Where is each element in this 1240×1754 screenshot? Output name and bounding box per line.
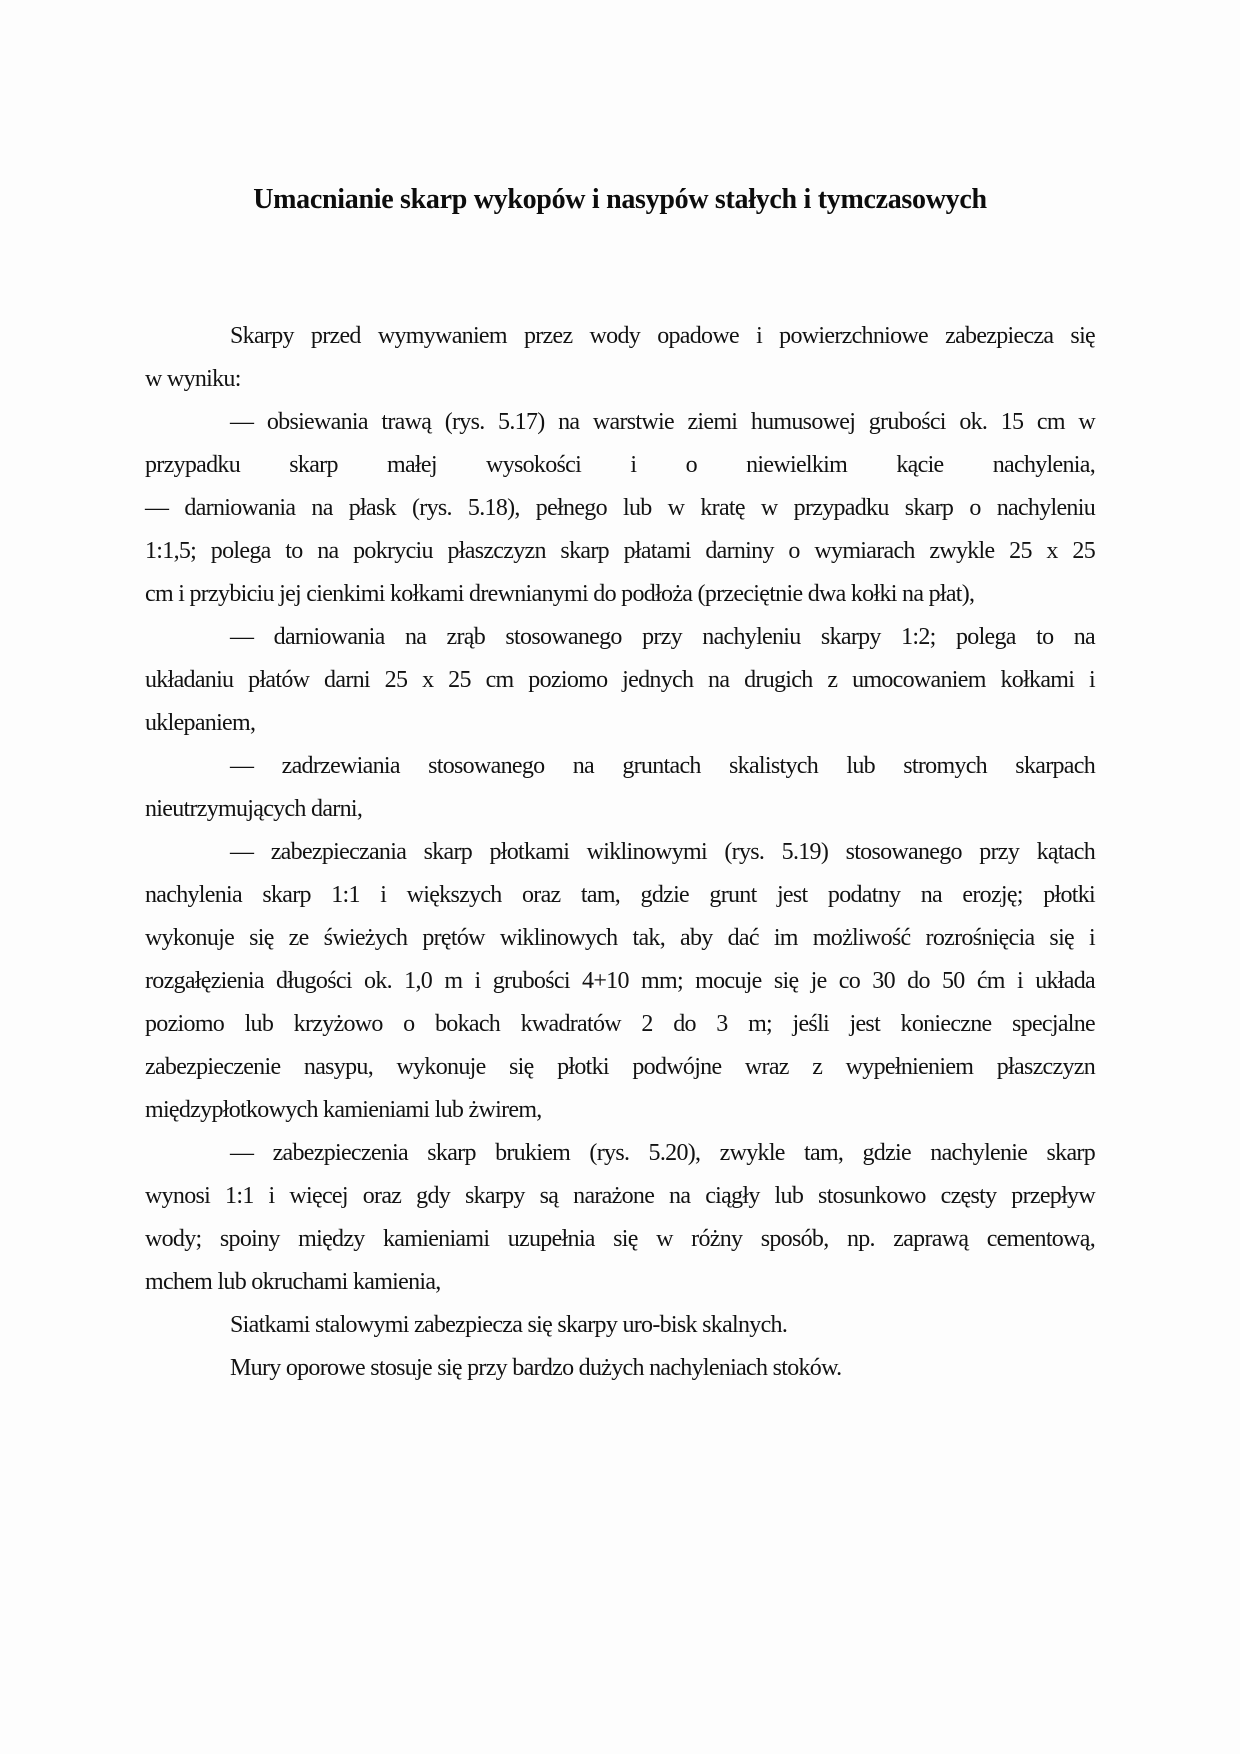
text-line: — zadrzewiania stosowanego na gruntach skalistych lub stromych skarpach	[230, 753, 1095, 779]
paragraph	[145, 1347, 1095, 1390]
paragraph	[145, 1132, 1095, 1304]
text-line: wody; spoiny między kamieniami uzupełnia się w różny sposób, np. zaprawą cementową,	[145, 1226, 1095, 1252]
paragraph	[145, 401, 1095, 487]
text-line: uklepaniem,	[145, 710, 256, 736]
text-line: międzypłotkowych kamieniami lub żwirem,	[145, 1097, 542, 1123]
document-body	[145, 315, 1095, 1390]
document-title: Umacnianie skarp wykopów i nasypów stałych i tymczasowych	[253, 184, 987, 215]
text-line: wykonuje się ze świeżych prętów wiklinowych tak, aby dać im możliwość rozrośnięcia się i	[145, 925, 1095, 951]
text-line: Mury oporowe stosuje się przy bardzo dużych nachyleniach stoków.	[230, 1355, 842, 1381]
text-line: — obsiewania trawą (rys. 5.17) na warstwie ziemi humusowej grubości ok. 15 cm w	[230, 409, 1095, 435]
text-line: zabezpieczenie nasypu, wykonuje się płotki podwójne wraz z wypełnieniem płaszczyzn	[145, 1054, 1095, 1080]
text-line: — darniowania na zrąb stosowanego przy nachyleniu skarpy 1:2; polega to na	[230, 624, 1095, 650]
paragraph	[145, 831, 1095, 1132]
paragraph	[145, 487, 1095, 616]
text-line: — darniowania na płask (rys. 5.18), pełnego lub w kratę w przypadku skarp o nachyleniu	[145, 495, 1095, 521]
text-line: poziomo lub krzyżowo o bokach kwadratów 2 do 3 m; jeśli jest konieczne specjalne	[145, 1011, 1095, 1037]
text-line: nieutrzymujących darni,	[145, 796, 363, 822]
paragraph	[145, 315, 1095, 401]
paragraph	[145, 1304, 1095, 1347]
text-line: w wyniku:	[145, 366, 241, 392]
text-line: — zabezpieczenia skarp brukiem (rys. 5.20), zwykle tam, gdzie nachylenie skarp	[230, 1140, 1095, 1166]
text-line: przypadku skarp małej wysokości i o niewielkim kącie nachylenia,	[145, 452, 1095, 478]
text-line: rozgałęzienia długości ok. 1,0 m i grubości 4+10 mm; mocuje się je co 30 do 50 ćm i układa	[145, 968, 1095, 994]
text-line: Siatkami stalowymi zabezpiecza się skarpy uro-bisk skalnych.	[230, 1312, 788, 1338]
text-line: mchem lub okruchami kamienia,	[145, 1269, 441, 1295]
text-line: 1:1,5; polega to na pokryciu płaszczyzn skarp płatami darniny o wymiarach zwykle 25 x 25	[145, 538, 1095, 564]
text-line: nachylenia skarp 1:1 i większych oraz tam, gdzie grunt jest podatny na erozję; płotki	[145, 882, 1095, 908]
paragraph	[145, 745, 1095, 831]
text-line: cm i przybiciu jej cienkimi kołkami drewnianymi do podłoża (przeciętnie dwa kołki na płat),	[145, 581, 975, 607]
text-line: wynosi 1:1 i więcej oraz gdy skarpy są narażone na ciągły lub stosunkowo częsty przepływ	[145, 1183, 1095, 1209]
text-line: Skarpy przed wymywaniem przez wody opadowe i powierzchniowe zabezpiecza się	[230, 323, 1095, 349]
paragraph	[145, 616, 1095, 745]
text-line: — zabezpieczania skarp płotkami wiklinowymi (rys. 5.19) stosowanego przy kątach	[230, 839, 1095, 865]
text-line: układaniu płatów darni 25 x 25 cm poziomo jednych na drugich z umocowaniem kołkami i	[145, 667, 1095, 693]
